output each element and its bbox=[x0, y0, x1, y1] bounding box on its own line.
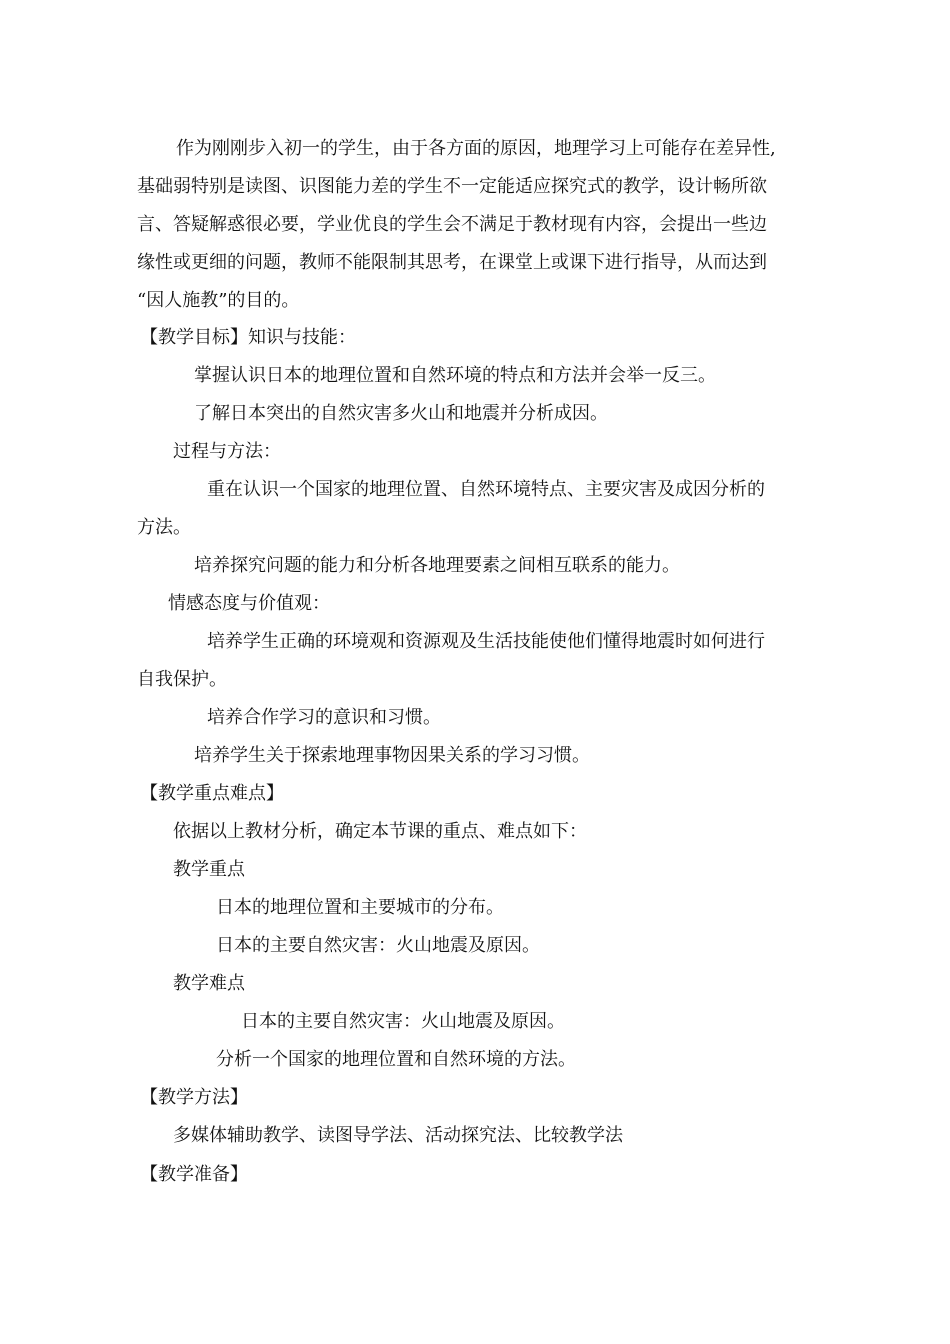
emotion-heading: 情感态度与价值观： bbox=[168, 593, 330, 614]
emotion-item-1: 培养学生正确的环境观和资源观及生活技能使他们懂得地震时如何进行 bbox=[207, 631, 765, 652]
intro-line-4: 缘性或更细的问题，教师不能限制其思考，在课堂上或课下进行指导，从而达到 bbox=[137, 252, 767, 273]
preparation-heading: 【教学准备】 bbox=[140, 1164, 248, 1185]
methods-text: 多媒体辅助教学、读图导学法、活动探究法、比较教学法 bbox=[173, 1125, 623, 1146]
keypoints-heading: 【教学重点难点】 bbox=[140, 783, 284, 804]
intro-line-1: 作为刚刚步入初一的学生，由于各方面的原因，地理学习上可能存在差异性, bbox=[176, 138, 776, 159]
process-item-2: 培养探究问题的能力和分析各地理要素之间相互联系的能力。 bbox=[194, 555, 680, 576]
difficulty-item-2: 分析一个国家的地理位置和自然环境的方法。 bbox=[216, 1049, 576, 1070]
emotion-item-3: 培养学生关于探索地理事物因果关系的学习习惯。 bbox=[194, 745, 590, 766]
knowledge-item-1: 掌握认识日本的地理位置和自然环境的特点和方法并会举一反三。 bbox=[194, 365, 716, 386]
focus-item-2: 日本的主要自然灾害：火山地震及原因。 bbox=[216, 935, 540, 956]
process-item-1-cont: 方法。 bbox=[137, 517, 191, 538]
difficulty-heading: 教学难点 bbox=[173, 973, 245, 994]
emotion-item-1-cont: 自我保护。 bbox=[137, 669, 227, 690]
process-heading: 过程与方法： bbox=[173, 441, 281, 462]
process-item-1: 重在认识一个国家的地理位置、自然环境特点、主要灾害及成因分析的 bbox=[207, 479, 765, 500]
focus-heading: 教学重点 bbox=[173, 859, 245, 880]
difficulty-item-1: 日本的主要自然灾害：火山地震及原因。 bbox=[241, 1011, 565, 1032]
objectives-heading: 【教学目标】知识与技能： bbox=[140, 327, 356, 348]
intro-line-2: 基础弱特别是读图、识图能力差的学生不一定能适应探究式的教学，设计畅所欲 bbox=[137, 176, 767, 197]
keypoints-intro: 依据以上教材分析，确定本节课的重点、难点如下： bbox=[173, 821, 587, 842]
knowledge-item-2: 了解日本突出的自然灾害多火山和地震并分析成因。 bbox=[194, 403, 608, 424]
intro-line-5: “因人施教”的目的。 bbox=[137, 290, 300, 311]
emotion-item-2: 培养合作学习的意识和习惯。 bbox=[207, 707, 441, 728]
focus-item-1: 日本的地理位置和主要城市的分布。 bbox=[216, 897, 504, 918]
methods-heading: 【教学方法】 bbox=[140, 1087, 248, 1108]
intro-line-3: 言、答疑解惑很必要，学业优良的学生会不满足于教材现有内容，会提出一些边 bbox=[137, 214, 767, 235]
